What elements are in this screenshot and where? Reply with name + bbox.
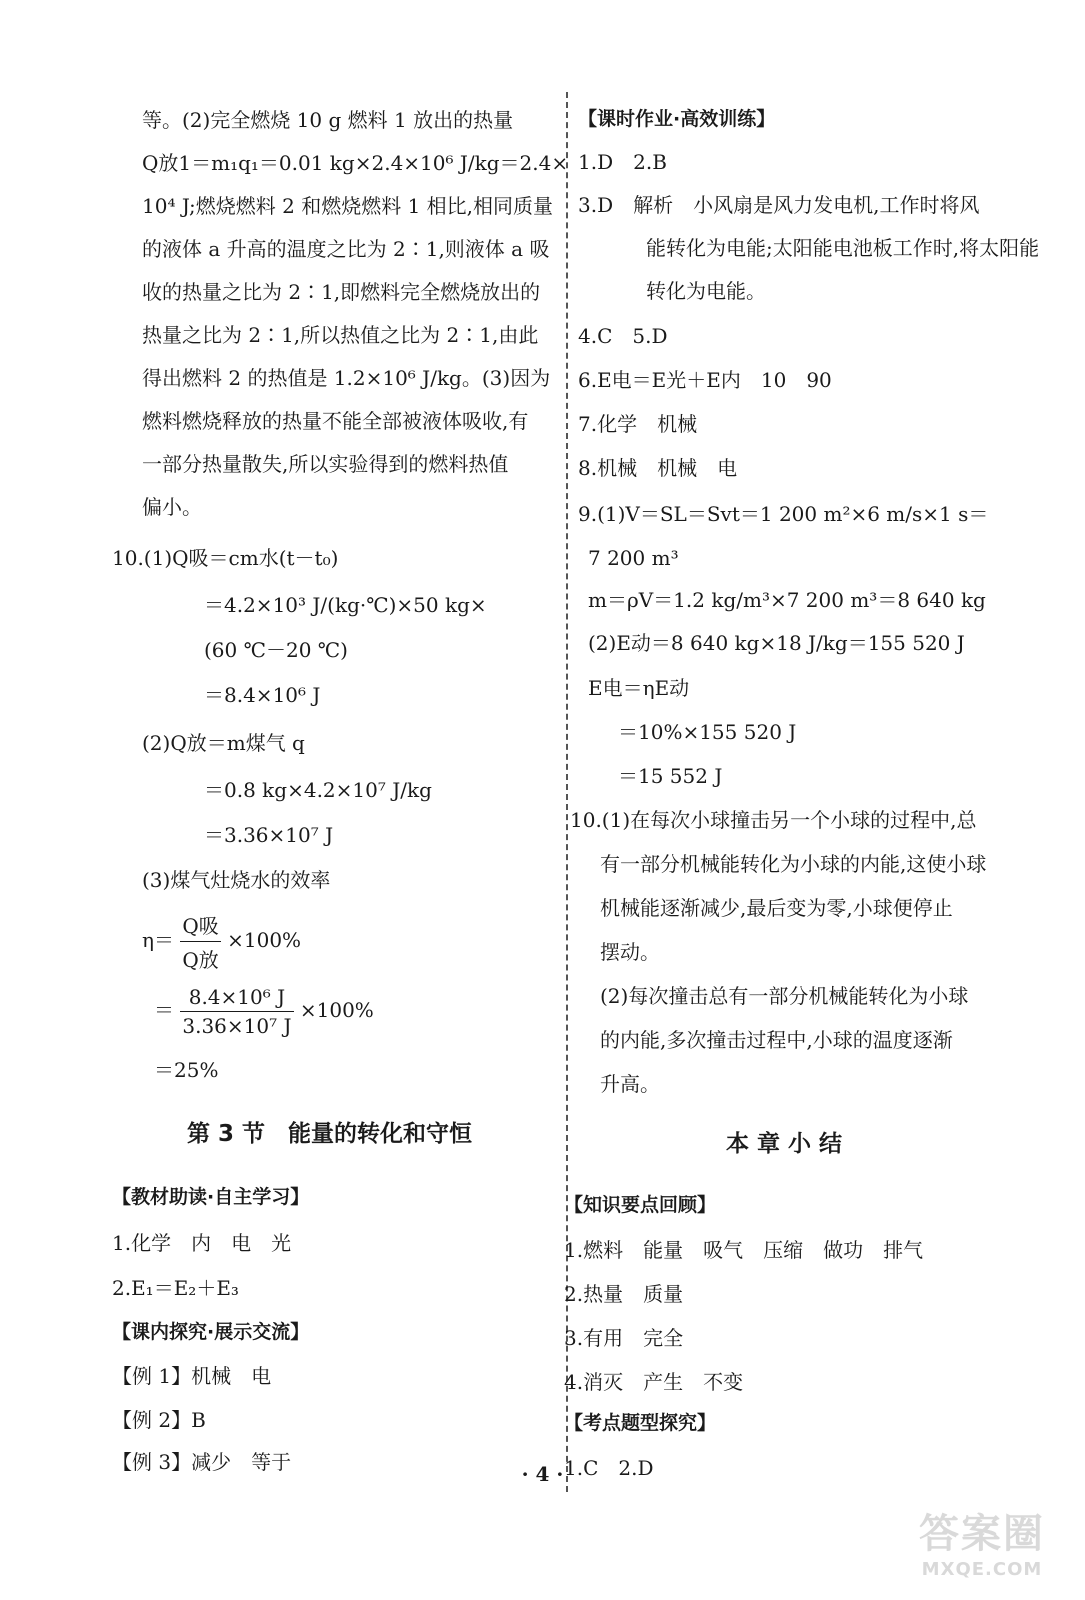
left-line-1: 等。(2)完全燃烧 10 g 燃料 1 放出的热量	[142, 108, 514, 132]
q10-line-3: (60 ℃－20 ℃)	[204, 638, 348, 662]
right-line-2: 3.D 解析 小风扇是风力发电机,工作时将风	[578, 193, 980, 217]
summary-answer-3: 3.有用 完全	[564, 1326, 684, 1350]
fraction-q-ratio	[180, 910, 220, 973]
page-number: · 4 ·	[521, 1462, 564, 1486]
right-line-4: 转化为电能。	[646, 279, 766, 303]
efficiency-formula	[142, 910, 301, 973]
left-line-5: 收的热量之比为 2∶1,即燃料完全燃烧放出的	[142, 280, 541, 304]
section-3-heading-1: 【教材助读·自主学习】	[112, 1186, 310, 1208]
q10-line-5: (2)Q放＝m煤气 q	[142, 731, 305, 755]
efficiency-substitution	[154, 985, 374, 1038]
left-line-2: Q放1＝m₁q₁＝0.01 kg×2.4×10⁶ J/kg＝2.4×	[142, 151, 569, 175]
fraction-values	[180, 985, 293, 1038]
right-line-1: 1.D 2.B	[578, 150, 667, 174]
efficiency-result: ＝25%	[154, 1058, 219, 1082]
summary-heading-1: 【知识要点回顾】	[564, 1194, 717, 1216]
watermark-logo-text: 答案圈	[919, 1511, 1045, 1557]
left-line-9: 一部分热量散失,所以实验得到的燃料热值	[142, 452, 509, 476]
right-line-7: 7.化学 机械	[578, 412, 698, 436]
section-3-answer-1: 1.化学 内 电 光	[112, 1231, 292, 1255]
section-3-answer-2: 2.E₁＝E₂＋E₃	[112, 1276, 239, 1300]
fraction-denominator: Q放	[182, 948, 219, 972]
section-3-heading-2: 【课内探究·展示交流】	[112, 1321, 310, 1343]
right-line-14: ＝10%×155 520 J	[618, 720, 797, 744]
homework-heading: 【课时作业·高效训练】	[578, 108, 776, 130]
percent-suffix: ×100%	[227, 928, 302, 952]
example-2-answer: 【例 2】B	[112, 1408, 206, 1432]
q10-line-2: ＝4.2×10³ J/(kg·℃)×50 kg×	[204, 593, 487, 617]
right-line-10: 7 200 m³	[588, 546, 679, 570]
right-line-11: m＝ρV＝1.2 kg/m³×7 200 m³＝8 640 kg	[588, 588, 986, 612]
right-line-20: (2)每次撞击总有一部分机械能转化为小球	[600, 984, 969, 1008]
left-line-4: 的液体 a 升高的温度之比为 2∶1,则液体 a 吸	[142, 237, 550, 261]
left-line-6: 热量之比为 2∶1,所以热值之比为 2∶1,由此	[142, 323, 539, 347]
eta-prefix: η＝	[142, 928, 174, 952]
equals-prefix: ＝	[154, 998, 174, 1022]
left-line-7: 得出燃料 2 的热值是 1.2×10⁶ J/kg。(3)因为	[142, 366, 551, 390]
right-line-21: 的内能,多次撞击过程中,小球的温度逐渐	[600, 1028, 953, 1052]
example-1-answer: 【例 1】机械 电	[112, 1364, 272, 1388]
right-line-18: 机械能逐渐减少,最后变为零,小球便停止	[600, 896, 953, 920]
fraction-denominator: 3.36×10⁷ J	[182, 1014, 292, 1038]
fraction-numerator: 8.4×10⁶ J	[180, 985, 293, 1012]
q10-line-7: ＝3.36×10⁷ J	[204, 823, 334, 847]
right-line-3: 能转化为电能;太阳能电池板工作时,将太阳能	[646, 236, 1040, 260]
section-3-title: 第 3 节 能量的转化和守恒	[187, 1121, 473, 1147]
left-line-10: 偏小。	[142, 495, 202, 519]
right-line-9: 9.(1)V＝SL＝Svt＝1 200 m²×6 m/s×1 s＝	[578, 502, 989, 526]
summary-heading-2: 【考点题型探究】	[564, 1412, 717, 1434]
right-line-15: ＝15 552 J	[618, 764, 723, 788]
q10-line-1: 10.(1)Q吸＝cm水(t－t₀)	[112, 546, 339, 570]
summary-answer-1: 1.燃料 能量 吸气 压缩 做功 排气	[564, 1238, 924, 1262]
example-3-answer: 【例 3】减少 等于	[112, 1450, 292, 1474]
watermark-logo	[897, 1502, 1067, 1592]
summary-answer-5: 1.C 2.D	[564, 1456, 654, 1480]
right-line-22: 升高。	[600, 1072, 660, 1096]
percent-suffix: ×100%	[299, 998, 374, 1022]
right-line-19: 摆动。	[600, 940, 660, 964]
left-line-3: 10⁴ J;燃烧燃料 2 和燃烧燃料 1 相比,相同质量	[142, 194, 554, 218]
q10-line-6: ＝0.8 kg×4.2×10⁷ J/kg	[204, 778, 432, 802]
q10-line-4: ＝8.4×10⁶ J	[204, 683, 321, 707]
right-line-5: 4.C 5.D	[578, 324, 668, 348]
right-line-17: 有一部分机械能转化为小球的内能,这使小球	[600, 852, 987, 876]
watermark-url: MXQE.COM	[921, 1559, 1043, 1580]
summary-answer-4: 4.消灭 产生 不变	[564, 1370, 744, 1394]
chapter-summary-title: 本 章 小 结	[726, 1131, 843, 1157]
right-line-13: E电＝ηE动	[588, 676, 690, 700]
left-line-8: 燃料燃烧释放的热量不能全部被液体吸收,有	[142, 409, 529, 433]
right-line-6: 6.E电＝E光＋E内 10 90	[578, 368, 832, 392]
right-line-12: (2)E动＝8 640 kg×18 J/kg＝155 520 J	[588, 631, 965, 655]
summary-answer-2: 2.热量 质量	[564, 1282, 684, 1306]
q10-line-8: (3)煤气灶烧水的效率	[142, 868, 331, 892]
right-line-16: 10.(1)在每次小球撞击另一个小球的过程中,总	[570, 808, 977, 832]
right-line-8: 8.机械 机械 电	[578, 456, 738, 480]
fraction-numerator: Q吸	[180, 910, 220, 942]
